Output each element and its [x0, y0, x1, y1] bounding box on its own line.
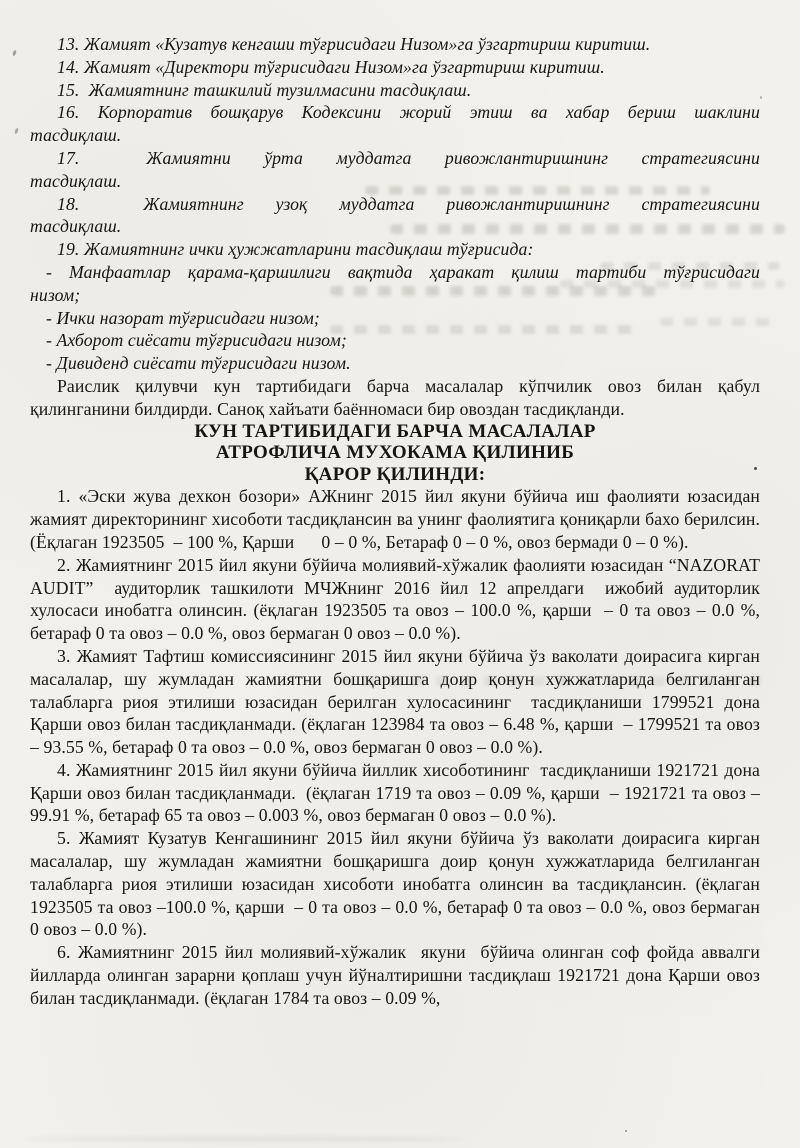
scan-speck: [760, 96, 762, 99]
document-body: [30, 33, 760, 1010]
agenda-item-13: 13. Жамият «Кузатув кенгаши тўғрисидаги Низом»га ўзгартириш киритиш.: [57, 34, 651, 54]
decision-item-5: 5. Жамият Кузатув Кенгашининг 2015 йил якуни бўйича ўз ваколати доирасига кирган масалалар, шу жумладан жамиятни бошқаришга доир қонун хужжатларида белгиланган талабларга риоя этилиши юзасидан хисоботи инобатга олинсин ва тасдиқлансин. (ёқлаган 1923505 та овоз –100.0 %, қарши – 0 та овоз – 0.0 %, бетараф 0 та овоз – 0.0 %, овоз бермаган 0 овоз – 0.0 %).: [30, 828, 760, 940]
scan-smudge: [25, 1136, 465, 1142]
heading-line-1: КУН ТАРТИБИДАГИ БАРЧА МАСАЛАЛАР: [194, 420, 596, 442]
scan-speck: [14, 128, 19, 135]
agenda-subitem-information-policy: - Ахборот сиёсати тўғрисидаги низом;: [46, 330, 347, 351]
agenda-item-18: 18. Жамиятнинг узоқ муддатга ривожлантиришнинг стратегиясини тасдиқлаш.: [30, 193, 760, 237]
agenda-item-15: 15. Жамиятнинг ташкилий тузилмасини тасдиқлаш.: [57, 79, 472, 100]
chair-statement: Раислик қилувчи кун тартибидаги барча масалалар кўпчилик овоз билан қабул қилинганини билдирди. Саноқ хайъати баённомаси бир овоздан тасдиқланди.: [30, 375, 760, 419]
scan-speck: [625, 1130, 627, 1132]
agenda-item-17: 17. Жамиятни ўрта муддатга ривожлантиришнинг стратегиясини тасдиқлаш.: [30, 147, 760, 191]
decision-item-4: 4. Жамиятнинг 2015 йил якуни бўйича йиллик хисоботининг тасдиқланиши 1921721 дона Қарши овоз билан тасдиқланмади. (ёқлаган 1719 та овоз – 0.09 %, қарши – 1921721 та овоз – 99.91 %, бетараф 65 та овоз – 0.003 %, овоз бермаган 0 овоз – 0.0 %).: [30, 759, 760, 826]
decision-item-1: 1. «Эски жува дехкон бозори» АЖнинг 2015 йил якуни бўйича иш фаолияти юзасидан жамият директорининг хисоботи тасдиқлансин ва унинг фаолиятига қониқарли бахо берилсин. (Ёқлаган 1923505 – 100 %, Қарши 0 – 0 %, Бетараф 0 – 0 %, овоз бермади 0 – 0 %).: [30, 486, 760, 552]
decision-item-6: 6. Жамиятнинг 2015 йил молиявий-хўжалик якуни бўйича олинган соф фойда аввалги йилларда олинган зарарни қоплаш учун йўналтиришни тасдиқлаш 1921721 дона Қарши овоз билан тасдиқланмади. (ёқлаган 1784 та овоз – 0.09 %,: [30, 942, 760, 1008]
decision-item-3: 3. Жамият Тафтиш комиссиясининг 2015 йил якуни бўйича ўз ваколати доирасига кирган масалалар, шу жумладан жамиятни бошқаришга доир қонун хужжатларида белгиланган талабларга риоя этилиши юзасидан берилган хулосасининг тасдиқланиши 1799521 дона Қарши овоз билан тасдиқланмади. (ёқлаган 123984 та овоз – 6.48 %, қарши – 1799521 та овоз – 93.55 %, бетараф 0 та овоз – 0.0 %, овоз бермаган 0 овоз – 0.0 %).: [30, 645, 760, 758]
scan-speck: [12, 50, 17, 57]
agenda-item-16: 16. Корпоратив бошқарув Кодексини жорий этиш ва хабар бериш шаклини тасдиқлаш.: [30, 102, 760, 146]
agenda-item-14: 14. Жамият «Директори тўғрисидаги Низом»га ўзгартириш киритиш.: [57, 56, 605, 77]
agenda-subitem-internal-control-policy: - Ички назорат тўғрисидаги низом;: [46, 307, 320, 328]
agenda-subitem-conflict-policy: - Манфаатлар қарама-қаршилиги вақтида ҳаракат қилиш тартиби тўғрисидаги низом;: [30, 261, 760, 305]
decision-item-2: 2. Жамиятнинг 2015 йил якуни бўйича молиявий-хўжалик фаолияти юзасидан “NAZORAT AUDIT” аудиторлик ташкилоти МЧЖнинг 2016 йил 12 апрелдаги ижобий аудиторлик хулосаси инобатга олинсин. (ёқлаган 1923505 та овоз – 100.0 %, қарши – 0 та овоз – 0.0 %, бетараф 0 та овоз – 0.0 %, овоз бермаган 0 овоз – 0.0 %).: [30, 554, 760, 644]
heading-line-2: АТРОФЛИЧА МУХОКАМА ҚИЛИНИБ: [215, 442, 575, 464]
heading-line-3: ҚАРОР ҚИЛИНДИ:: [304, 463, 486, 485]
resolution-heading: [30, 421, 760, 486]
agenda-item-19: 19. Жамиятнинг ички ҳужжатларини тасдиқлаш тўғрисида:: [57, 239, 534, 260]
agenda-subitem-dividend-policy: - Дивиденд сиёсати тўғрисидаги низом.: [46, 353, 351, 374]
